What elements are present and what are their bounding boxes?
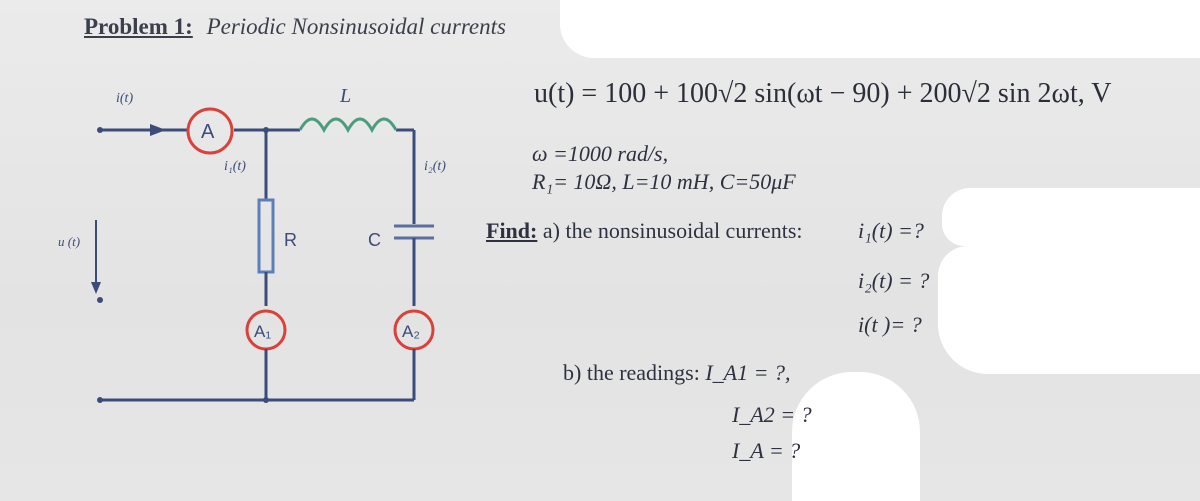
- label-A2: A₂: [402, 322, 420, 341]
- problem-title: [84, 14, 506, 40]
- resistor-icon: [259, 200, 273, 272]
- omega-value: ω =1000 rad/s,: [532, 141, 669, 166]
- terminal-top-left: [97, 127, 103, 133]
- redaction-right-top: [942, 188, 1200, 246]
- label-i1: i₁(t): [224, 159, 246, 174]
- label-C: C: [368, 230, 381, 250]
- problem-label: Problem 1:: [84, 14, 193, 39]
- terminal-bottom: [97, 397, 103, 403]
- redaction-bottom: [792, 372, 920, 501]
- reading-ia1: I_A1 = ?,: [705, 360, 791, 385]
- current-arrow-icon: [150, 124, 166, 136]
- label-A1: A₁: [254, 322, 272, 341]
- redaction-right-mid: [938, 246, 1200, 374]
- problem-subtitle: Periodic Nonsinusoidal currents: [206, 14, 506, 39]
- redaction-top: [560, 0, 1200, 58]
- ask-i: i(t )= ?: [858, 312, 922, 337]
- source-arrow-icon: [91, 282, 101, 294]
- reading-ia2: I_A2 = ?: [732, 402, 812, 427]
- circuit-diagram: [0, 60, 480, 320]
- readings-text: b) the readings:: [563, 360, 700, 385]
- label-R: R: [284, 230, 297, 250]
- find-line: [486, 218, 803, 244]
- node-bottom: [263, 397, 269, 403]
- label-L: L: [340, 85, 352, 107]
- reading-ia: I_A = ?: [732, 438, 801, 463]
- label-u: u (t): [58, 234, 81, 249]
- ask-i2: i₂(t) = ?: [858, 268, 930, 293]
- label-i: i(t): [116, 91, 134, 106]
- readings-line: [563, 360, 790, 386]
- formula-main-text: u(t) = 100 + 100√2 sin(ωt − 90) + 200√2 sin 2ωt, V: [534, 78, 1112, 109]
- find-text: a) the nonsinusoidal currents:: [542, 218, 803, 243]
- component-values: R₁= 10Ω, L=10 mH, C=50μF: [532, 169, 796, 194]
- find-label: Find:: [486, 218, 538, 243]
- circuit-diagram-lower: [0, 300, 480, 500]
- inductor-icon: [300, 119, 396, 130]
- ask-i1: i₁(t) =?: [858, 218, 924, 243]
- label-A: A: [201, 121, 215, 143]
- label-i2: i₂(t): [424, 159, 446, 174]
- parameters: [532, 140, 796, 196]
- voltage-formula: [534, 78, 1111, 110]
